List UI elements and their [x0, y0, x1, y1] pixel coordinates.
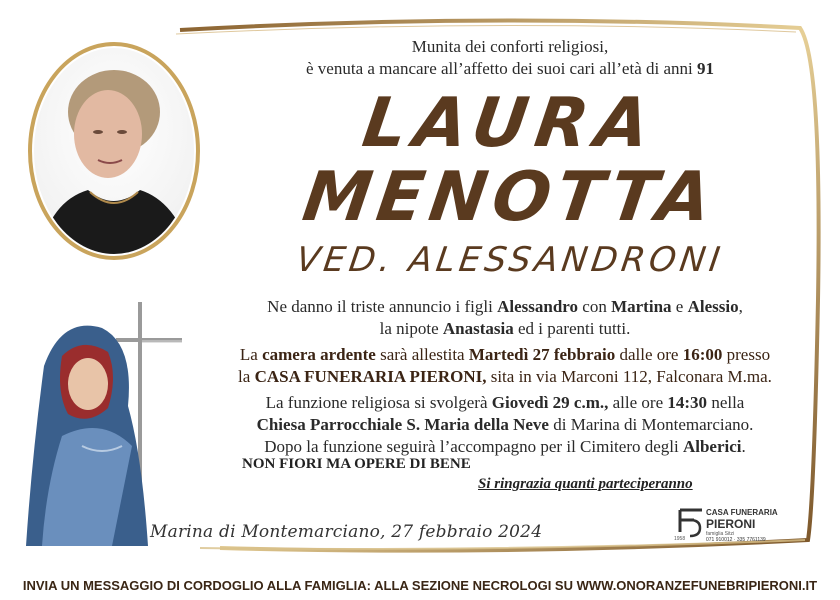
first-name: LAURA [357, 84, 663, 163]
last-name: MENOTTA [298, 158, 722, 237]
wake-line-1 [180, 344, 830, 366]
wake-date: Martedì 27 febbraio [468, 345, 616, 364]
no-flowers-note: NON FIORI MA OPERE DI BENE [242, 456, 471, 472]
portrait-photo [28, 42, 200, 260]
logo-phones: 071 910012 · 335 7761139 [706, 537, 766, 543]
widow-of: VED. ALESSANDRONI [293, 240, 727, 280]
announcement-text [180, 296, 830, 340]
pieroni-logo-icon [676, 506, 706, 540]
text-span: Dopo la funzione seguirà l’accompagno per il Cimitero degli [264, 437, 683, 456]
wake-line-2 [180, 366, 830, 388]
text-span: la [238, 367, 255, 386]
text-span: di Marina di Montemarciano. [548, 415, 754, 434]
text-span: ed i parenti tutti. [513, 319, 631, 338]
intro-text [230, 36, 790, 80]
thanks-note: Si ringrazia quanti parteciperanno [478, 476, 693, 492]
cemetery-name: Alberici [682, 437, 742, 456]
age-value: 91 [696, 59, 714, 78]
text-span: La [239, 345, 263, 364]
grandchild-name-2: Alessio [687, 297, 739, 316]
camera-ardente: camera ardente [262, 345, 376, 364]
text-span: La funzione religiosa si svolgerà [265, 393, 492, 412]
intro-line-1: Munita dei conforti religiosi, [411, 37, 609, 56]
wake-place: CASA FUNERARIA PIERONI, [254, 367, 487, 386]
madonna-image [22, 296, 182, 546]
text-span: con [578, 297, 612, 316]
logo-sub: famiglia Sitzi [706, 531, 735, 537]
logo-line-2: PIERONI [706, 517, 756, 531]
wake-time: 16:00 [682, 345, 723, 364]
text-span: presso [722, 345, 771, 364]
text-span: e [671, 297, 688, 316]
text-span: sita in via Marconi 112, Falconara M.ma. [486, 367, 772, 386]
pieroni-logo [676, 506, 796, 546]
logo-line-1: CASA FUNERARIA [706, 508, 778, 517]
niece-name: Anastasia [442, 319, 514, 338]
logo-since: 1958 [674, 536, 686, 542]
text-span: la nipote [379, 319, 443, 338]
church-name: Chiesa Parrocchiale S. Maria della Neve [256, 415, 549, 434]
grandchild-name-1: Martina [611, 297, 672, 316]
son-name: Alessandro [497, 297, 579, 316]
text-span: , [738, 297, 743, 316]
funeral-text [180, 392, 830, 458]
funeral-line-2 [180, 414, 830, 436]
text-span: nella [707, 393, 745, 412]
place-and-date: Marina di Montemarciano, 27 febbraio 2024 [150, 522, 543, 542]
intro-line-2 [230, 58, 790, 80]
funeral-line-1 [180, 392, 830, 414]
funeral-date: Giovedì 29 c.m., [491, 393, 609, 412]
footer-banner: INVIA UN MESSAGGIO DI CORDOGLIO ALLA FAMIGLIA: ALLA SEZIONE NECROLOGI SU WWW.ONORANZEFUNEBRIPIERONI.IT [22, 578, 818, 593]
text-span: sarà allestita [375, 345, 469, 364]
text-span: . [741, 437, 746, 456]
announcement-line-2 [180, 318, 830, 340]
intro-line-2-text: è venuta a mancare all’affetto dei suoi cari all’età di anni [306, 59, 697, 78]
text-span: dalle ore [615, 345, 683, 364]
announcement-line-1 [180, 296, 830, 318]
text-span: alle ore [608, 393, 668, 412]
text-span: Ne danno il triste annuncio i figli [267, 297, 498, 316]
funeral-line-3 [180, 436, 830, 458]
wake-text [180, 344, 830, 388]
funeral-time: 14:30 [667, 393, 708, 412]
